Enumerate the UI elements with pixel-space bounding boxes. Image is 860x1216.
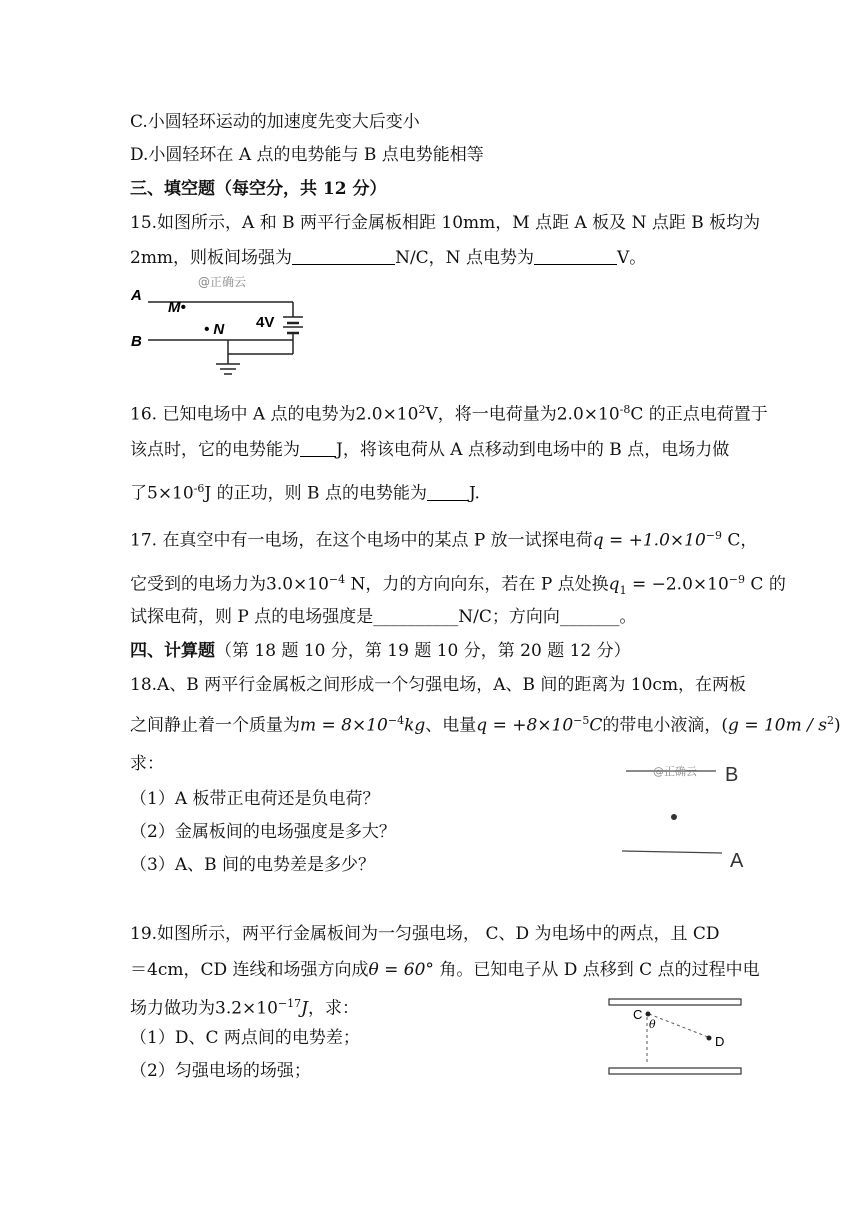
q16-line3: 了$5\times 10^{-6}J$ 的正功，则 B 点的电势能为 J. xyxy=(130,482,480,504)
q19-line3: 场力做功为$3.2\times 10^{-17}J$，求： xyxy=(130,997,359,1019)
point-c xyxy=(646,1012,651,1017)
q15-figure xyxy=(128,272,318,384)
q16-line1: 16. 已知电场中 A 点的电势为$2.0\times 10^2V$，将一电荷量为$2.0\times 10^{-8}C$ 的正点电荷置于 xyxy=(130,403,768,425)
label-voltage: 4V xyxy=(256,314,275,331)
label-c: C xyxy=(633,1007,643,1022)
q15-line2: 2mm，则板间场强为 N/C，N 点电势为 V。 xyxy=(130,248,647,268)
label-b: B xyxy=(725,764,739,786)
watermark: @正确云 xyxy=(653,765,697,778)
label-theta: θ xyxy=(649,1018,656,1031)
q18-figure xyxy=(618,755,758,875)
q18-line2: 之间静止着一个质量为$m = 8\times 10^{-4}kg$、电量$q = +8\times 10^{-5}C$的带电小液滴，$(g = 10m / s^2)$ xyxy=(130,714,841,736)
q17-line3: 试探电荷，则 P 点的电场强度是__________N/C；方向向_______。 xyxy=(130,607,637,627)
point-d xyxy=(707,1036,712,1041)
q19-sub2: （2）匀强电场的场强； xyxy=(130,1061,311,1081)
q15-blank-potential[interactable] xyxy=(534,246,617,265)
label-m: M• xyxy=(168,299,186,316)
q17-blank-field[interactable]: __________ xyxy=(373,607,459,627)
droplet xyxy=(671,814,677,820)
section-3-heading: 三、填空题（每空分，共 12 分） xyxy=(130,179,387,199)
q15-blank-field[interactable] xyxy=(292,246,395,265)
option-d: D.小圆轻环在 A 点的电势能与 B 点电势能相等 xyxy=(130,145,484,165)
q18-sub3: （3）A、B 间的电势差是多少？ xyxy=(130,855,375,875)
q19-line1: 19.如图所示，两平行金属板间为一匀强电场， C、D 为电场中的两点，且 CD xyxy=(130,924,720,944)
q16-blank-energy-b[interactable] xyxy=(427,482,469,501)
plate-a-line xyxy=(622,851,722,853)
q17-line2: 它受到的电场力为$3.0\times 10^{-4}$ N，力的方向向东，若在 P 点处换$q_1 = -2.0\times 10^{-9}$ C 的 xyxy=(130,573,786,598)
q15-line1: 15.如图所示，A 和 B 两平行金属板相距 10mm，M 点距 A 板及 N 点距 B 板均为 xyxy=(130,213,761,233)
label-n: • N xyxy=(204,321,225,338)
q18-sub2: （2）金属板间的电场强度是多大？ xyxy=(130,822,396,842)
label-a: A xyxy=(131,287,142,304)
lower-plate xyxy=(609,1068,741,1074)
q19-line2: ＝4cm，CD 连线和场强方向成θ = 60° 角。已知电子从 D 点移到 C 点的过程中电 xyxy=(130,960,760,980)
q16-blank-energy-a[interactable] xyxy=(300,438,336,457)
q19-figure xyxy=(606,995,746,1079)
q17-blank-direction[interactable]: _______ xyxy=(559,607,620,627)
q16-line2: 该点时，它的电势能为 J，将该电荷从 A 点移动到电场中的 B 点，电场力做 xyxy=(130,440,730,460)
option-c: C.小圆轻环运动的加速度先变大后变小 xyxy=(130,112,420,132)
q18-ask: 求： xyxy=(130,754,164,774)
upper-plate xyxy=(609,999,741,1005)
label-b: B xyxy=(131,333,142,350)
section-4-heading: 四、计算题（第 18 题 10 分，第 19 题 10 分，第 20 题 12 分） xyxy=(130,641,631,661)
label-d: D xyxy=(715,1034,725,1049)
q18-line1: 18.A、B 两平行金属板之间形成一个匀强电场，A、B 间的距离为 10cm，在两板 xyxy=(130,675,747,695)
watermark: @正确云 xyxy=(198,275,247,289)
q17-line1: 17. 在真空中有一电场，在这个电场中的某点 P 放一试探电荷$q = +1.0\times 10^{-9}$ C， xyxy=(130,529,758,551)
cd-line xyxy=(649,1014,708,1037)
q18-sub1: （1）A 板带正电荷还是负电荷？ xyxy=(130,789,380,809)
label-a: A xyxy=(730,850,744,872)
q19-sub1: （1）D、C 两点间的电势差； xyxy=(130,1028,360,1048)
